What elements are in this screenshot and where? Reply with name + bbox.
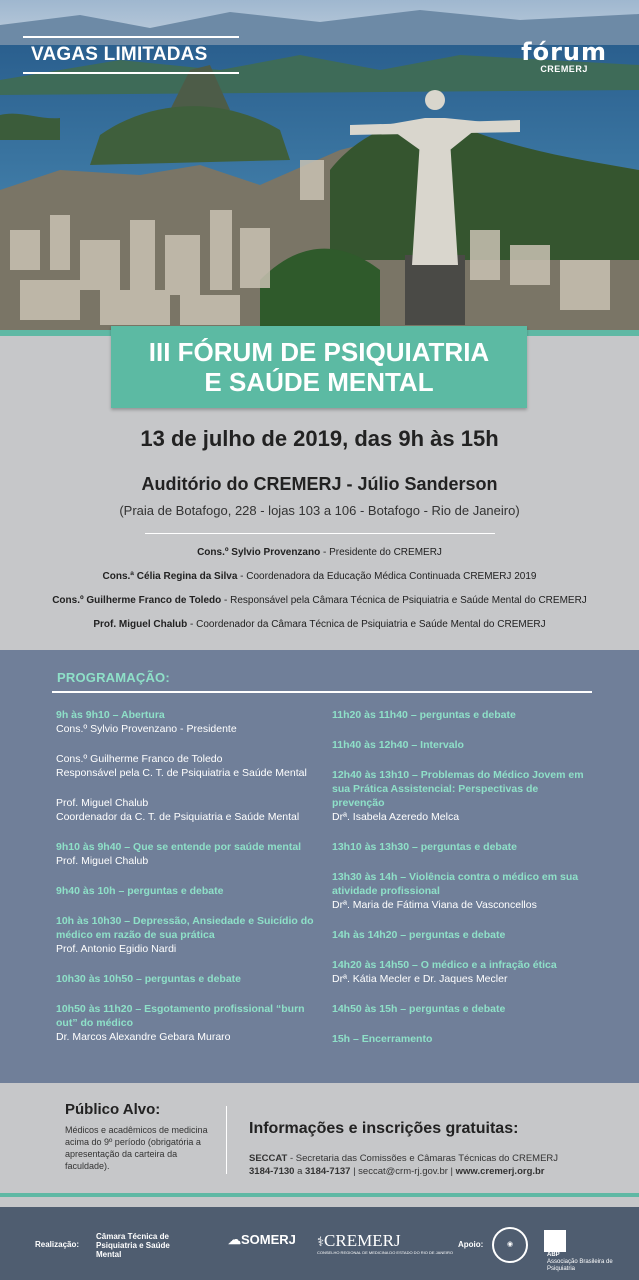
phone-separator: a — [294, 1166, 305, 1177]
program-item-title: 14h20 às 14h50 – O médico e a infração ética — [332, 959, 557, 971]
abp-mark-icon — [544, 1230, 566, 1252]
program-item-title: 9h40 às 10h – perguntas e debate — [56, 885, 224, 897]
program-right-column — [332, 708, 592, 1062]
event-title-line1: III FÓRUM DE PSIQUIATRIA — [148, 337, 490, 367]
program-title: PROGRAMAÇÃO: — [57, 670, 170, 685]
program-item — [332, 1002, 592, 1016]
organizer-item — [0, 619, 639, 632]
event-title-box — [111, 326, 527, 408]
event-venue: Auditório do CREMERJ - Júlio Sanderson — [141, 474, 498, 494]
program-item — [56, 1002, 326, 1044]
program-item-speaker: Drª. Isabela Azeredo Melca — [332, 811, 460, 823]
program-item — [332, 738, 592, 752]
vertical-divider — [226, 1106, 227, 1174]
forum-logo-org: CREMERJ — [540, 64, 588, 74]
program-left-column — [56, 708, 326, 1060]
program-item-role: Responsável pela C. T. de Psiquiatria e Saúde Mental — [56, 767, 307, 779]
program-item-title: 10h50 às 11h20 – Esgotamento profissional “burn out” do médico — [56, 1003, 305, 1029]
program-item — [332, 1032, 592, 1046]
program-item-role: Coordenador da C. T. de Psiquiatria e Saúde Mental — [56, 811, 300, 823]
abp-name: ABP — [547, 1252, 560, 1258]
cremerj-logo — [317, 1231, 453, 1255]
program-item — [332, 958, 592, 986]
program-item-title: 13h30 às 14h – Violência contra o médico em sua atividade profissional — [332, 871, 579, 897]
hero-photo — [0, 0, 639, 330]
program-item — [332, 870, 592, 912]
apoio-label: Apoio: — [458, 1240, 484, 1249]
program-item-title: 14h50 às 15h – perguntas e debate — [332, 1003, 506, 1015]
program-item-title: 13h10 às 13h30 – perguntas e debate — [332, 841, 518, 853]
limited-seats-badge: VAGAS LIMITADAS — [23, 36, 239, 74]
phone-2: 3184-7137 — [305, 1166, 351, 1177]
program-item-title: 14h às 14h20 – perguntas e debate — [332, 929, 506, 941]
organizer-item — [0, 547, 639, 560]
program-item-speaker: Drª. Maria de Fátima Viana de Vasconcellos — [332, 899, 537, 911]
email-link[interactable]: | seccat@crm-rj.gov.br | — [350, 1166, 456, 1177]
organizer-role: - Coordenador da Câmara Técnica de Psiquiatria e Saúde Mental do CREMERJ — [187, 619, 546, 630]
program-item — [56, 972, 326, 986]
seal-icon: ◉ — [492, 1227, 528, 1263]
forum-logo — [521, 38, 607, 74]
program-item-speaker: Dr. Marcos Alexandre Gebara Muraro — [56, 1031, 231, 1043]
grey-strip — [0, 1197, 639, 1207]
registration-title: Informações e inscrições gratuitas: — [249, 1120, 519, 1137]
forum-logo-text: fórum — [521, 38, 607, 66]
website-link[interactable]: www.cremerj.org.br — [455, 1166, 545, 1177]
organizer-item — [0, 571, 639, 584]
program-item-speaker: Prof. Miguel Chalub — [56, 855, 149, 867]
organizer-role: - Responsável pela Câmara Técnica de Psiquiatria e Saúde Mental do CREMERJ — [221, 595, 587, 606]
camara-tecnica-label: Câmara Técnica de Psiquiatria e Saúde Mental — [96, 1232, 170, 1259]
abp-subtitle: Associação Brasileira de Psiquiatria — [547, 1259, 613, 1272]
program-item-title: 11h20 às 11h40 – perguntas e debate — [332, 709, 516, 721]
program-item — [56, 884, 326, 898]
registration-details — [249, 1152, 558, 1178]
program-item — [332, 708, 592, 722]
program-item-title: 15h – Encerramento — [332, 1033, 433, 1045]
organizer-name: Prof. Miguel Chalub — [93, 619, 188, 630]
divider — [145, 533, 495, 534]
organizer-role: - Presidente do CREMERJ — [320, 547, 442, 558]
program-item — [332, 840, 592, 854]
program-item — [56, 914, 326, 956]
organizer-name: Cons.º Guilherme Franco de Toledo — [52, 595, 222, 606]
caduceus-icon: ⚕ — [317, 1234, 325, 1249]
somerj-icon: ☁ — [228, 1232, 241, 1247]
event-address: (Praia de Botafogo, 228 - lojas 103 a 106 - Botafogo - Rio de Janeiro) — [119, 503, 520, 518]
program-item — [332, 928, 592, 942]
phone-1: 3184-7130 — [249, 1166, 295, 1177]
program-item — [56, 708, 326, 736]
event-title-line2: E SAÚDE MENTAL — [204, 367, 434, 397]
event-date: 13 de julho de 2019, das 9h às 15h — [140, 426, 499, 451]
abp-logo — [544, 1230, 639, 1273]
somerj-logo — [228, 1232, 296, 1248]
seccat-label: SECCAT — [249, 1153, 288, 1164]
organizer-item — [0, 595, 639, 608]
somerj-text: SOMERJ — [241, 1232, 296, 1247]
program-item-speaker: Cons.º Guilherme Franco de Toledo — [56, 753, 223, 765]
program-item-speaker: Drª. Kátia Mecler e Dr. Jaques Mecler — [332, 973, 508, 985]
program-item — [332, 768, 592, 824]
program-item-speaker: Prof. Miguel Chalub — [56, 797, 149, 809]
cremerj-subtitle: CONSELHO REGIONAL DE MEDICINA DO ESTADO DO RIO DE JANEIRO — [317, 1250, 454, 1255]
realizacao-label: Realização: — [35, 1240, 80, 1249]
program-item-title: 11h40 às 12h40 – Intervalo — [332, 739, 464, 751]
program-item-title: 12h40 às 13h10 – Problemas do Médico Jovem em sua Prática Assistencial: Perspectivas de prevenção — [332, 769, 584, 809]
program-item-title: 10h30 às 10h50 – perguntas e debate — [56, 973, 242, 985]
organizers-list — [0, 547, 639, 643]
organizer-role: - Coordenadora da Educação Médica Continuada CREMERJ 2019 — [237, 571, 537, 582]
cremerj-text: CREMERJ — [324, 1231, 401, 1250]
program-item-title: 9h10 às 9h40 – Que se entende por saúde mental — [56, 841, 302, 853]
program-item-title: 9h às 9h10 – Abertura — [56, 709, 165, 721]
program-item-speaker: Prof. Antonio Egidio Nardi — [56, 943, 177, 955]
program-item-title: 10h às 10h30 – Depressão, Ansiedade e Suicídio do médico em razão de sua prática — [56, 915, 314, 941]
audience-title: Público Alvo: — [65, 1101, 161, 1118]
organizer-name: Cons.º Sylvio Provenzano — [197, 547, 321, 558]
organizer-name: Cons.ª Célia Regina da Silva — [102, 571, 238, 582]
program-item-speaker: Cons.º Sylvio Provenzano - Presidente — [56, 723, 237, 735]
audience-text: Médicos e acadêmicos de medicina acima do 9º período (obrigatória a apresentação da carteira da faculdade). — [65, 1125, 208, 1171]
program-item — [56, 752, 326, 780]
program-divider — [52, 691, 592, 693]
seccat-description: - Secretaria das Comissões e Câmaras Técnicas do CREMERJ — [287, 1153, 559, 1164]
program-item — [56, 796, 326, 824]
abp-text — [547, 1252, 639, 1273]
program-item — [56, 840, 326, 868]
